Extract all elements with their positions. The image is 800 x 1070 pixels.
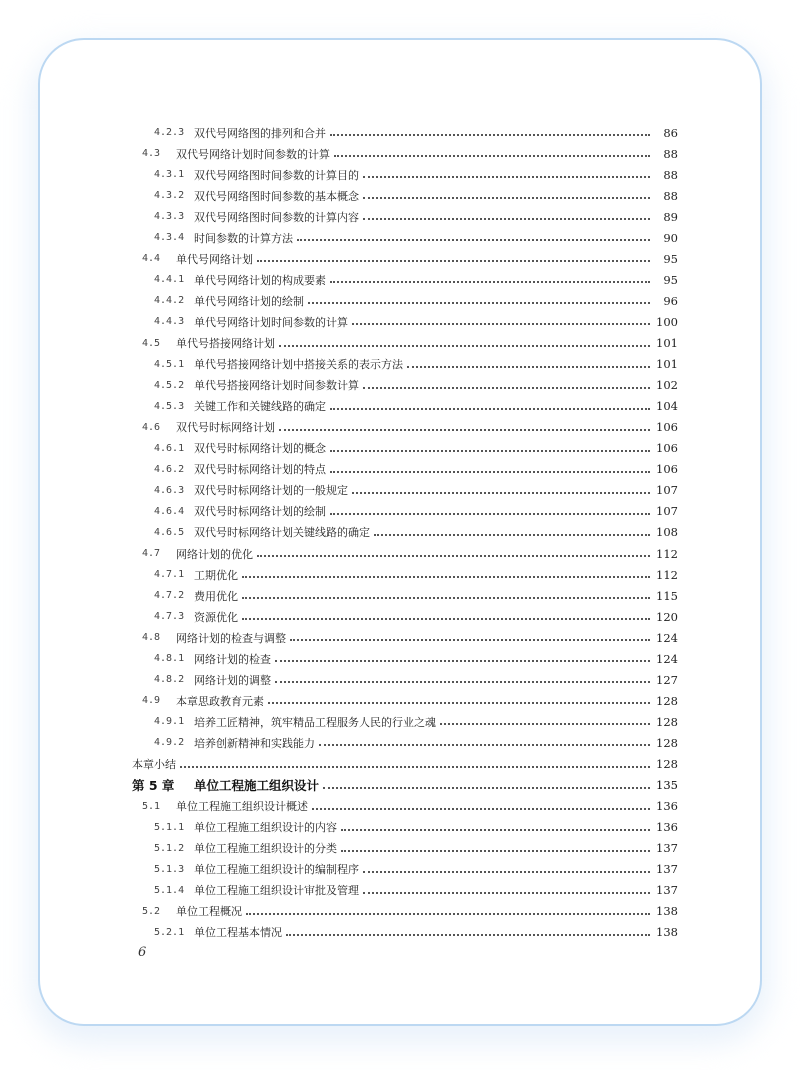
toc-entry-title: 网络计划的检查 [194, 652, 271, 666]
dot-leader [330, 133, 650, 136]
toc-entry[interactable] [132, 206, 678, 227]
toc-entry-number: 4.3.1 [154, 169, 185, 181]
toc-entry-number: 5.1.3 [154, 863, 185, 875]
toc-entry[interactable] [132, 122, 678, 143]
dot-leader [268, 701, 650, 704]
toc-entry-number: 4.7.1 [154, 569, 185, 581]
toc-entry-number: 5.1.1 [154, 821, 185, 833]
dot-leader [341, 849, 650, 852]
toc-entry-number: 5.2 [142, 905, 161, 917]
toc-entry-page: 127 [656, 672, 678, 687]
dot-leader [308, 301, 650, 304]
dot-leader [312, 807, 650, 810]
dot-leader [323, 786, 650, 789]
dot-leader [363, 891, 650, 894]
toc-entry-title: 网络计划的优化 [176, 547, 253, 561]
toc-entry[interactable] [132, 164, 678, 185]
toc-entry-number: 4.5.2 [154, 379, 185, 391]
toc-entry[interactable] [132, 269, 678, 290]
toc-entry-page: 137 [656, 862, 678, 877]
toc-entry-number: 4.4.2 [154, 295, 185, 307]
toc-entry-page: 104 [656, 399, 678, 414]
toc-entry-title: 工期优化 [194, 568, 238, 582]
toc-entry[interactable] [132, 459, 678, 480]
toc-entry[interactable] [132, 838, 678, 859]
toc-entry-number: 4.9.1 [154, 716, 185, 728]
toc-entry[interactable] [132, 417, 678, 438]
toc-entry-title: 单位工程施工组织设计 [194, 778, 320, 794]
toc-entry-page: 96 [663, 293, 678, 308]
toc-entry-number: 4.8.2 [154, 674, 185, 686]
toc-entry-title: 资源优化 [194, 610, 238, 624]
toc-entry-title: 网络计划的调整 [194, 673, 271, 687]
toc-entry-number: 4.8 [142, 632, 161, 644]
toc-entry-number: 5.1.4 [154, 884, 185, 896]
toc-entry-page: 137 [656, 883, 678, 898]
toc-entry-number: 4.5 [142, 337, 161, 349]
toc-entry-title: 双代号时标网络计划的绘制 [194, 505, 326, 519]
dot-leader [257, 259, 650, 262]
toc-entry[interactable] [132, 690, 678, 711]
toc-entry-page: 106 [656, 441, 678, 456]
dot-leader [352, 322, 650, 325]
toc-entry-number: 4.4.3 [154, 316, 185, 328]
dot-leader [242, 596, 650, 599]
toc-entry[interactable] [132, 585, 678, 606]
toc-entry-title: 双代号网络图时间参数的计算目的 [194, 168, 359, 182]
dot-leader [334, 154, 650, 157]
toc-entry[interactable] [132, 564, 678, 585]
toc-entry-number: 5.2.1 [154, 926, 185, 938]
toc-entry-number: 4.7.3 [154, 611, 185, 623]
toc-entry-number: 4.6.3 [154, 484, 185, 496]
toc-entry-page: 95 [663, 251, 678, 266]
toc-entry-page: 120 [656, 609, 678, 624]
toc-entry-number: 4.6 [142, 421, 161, 433]
toc-entry-title: 单代号网络计划的绘制 [194, 294, 304, 308]
toc-entry[interactable] [132, 354, 678, 375]
dot-leader [319, 743, 650, 746]
toc-entry[interactable] [132, 543, 678, 564]
toc-entry-page: 124 [656, 651, 678, 666]
toc-entry[interactable] [132, 227, 678, 248]
toc-entry-title: 本章思政教育元素 [176, 694, 264, 708]
dot-leader [275, 659, 650, 662]
toc-entry-title: 双代号时标网络计划 [176, 421, 275, 435]
dot-leader [330, 470, 650, 473]
dot-leader [279, 344, 650, 347]
toc-entry-number: 第 5 章 [132, 778, 175, 794]
toc-entry[interactable] [132, 396, 678, 417]
toc-entry-number: 5.1 [142, 800, 161, 812]
dot-leader [374, 533, 650, 536]
toc-entry[interactable] [132, 922, 678, 943]
toc-entry-number: 4.3.2 [154, 190, 185, 202]
toc-entry-title: 双代号网络计划时间参数的计算 [176, 147, 330, 161]
toc-entry-number: 4.6.1 [154, 442, 185, 454]
toc-entry-page: 101 [656, 357, 678, 372]
dot-leader [330, 407, 650, 410]
toc-entry-page: 137 [656, 841, 678, 856]
toc-entry[interactable] [132, 606, 678, 627]
toc-entry-title: 单代号网络计划时间参数的计算 [194, 315, 348, 329]
dot-leader [407, 365, 650, 368]
toc-entry-title: 本章小结 [132, 758, 176, 771]
dot-leader [363, 175, 650, 178]
toc-entry[interactable] [132, 333, 678, 354]
toc-entry-title: 双代号时标网络计划的特点 [194, 463, 326, 477]
toc-entry[interactable] [132, 375, 678, 396]
toc-entry-title: 双代号时标网络计划关键线路的确定 [194, 526, 370, 540]
toc-entry[interactable] [132, 880, 678, 901]
toc-entry-title: 网络计划的检查与调整 [176, 631, 286, 645]
toc-entry-number: 5.1.2 [154, 842, 185, 854]
toc-entry-title: 双代号网络图时间参数的基本概念 [194, 189, 359, 203]
toc-entry-title: 关键工作和关键线路的确定 [194, 400, 326, 414]
toc-entry[interactable] [132, 817, 678, 838]
toc-entry-page: 115 [656, 588, 678, 603]
toc-entry-page: 89 [663, 209, 678, 224]
toc-entry-number: 4.6.2 [154, 463, 185, 475]
toc-entry-title: 单位工程施工组织设计审批及管理 [194, 884, 359, 898]
dot-leader [363, 870, 650, 873]
toc-entry-page: 90 [663, 230, 678, 245]
toc-entry-title: 单位工程概况 [176, 905, 242, 919]
toc-entry-page: 107 [656, 483, 678, 498]
toc-entry[interactable] [132, 311, 678, 332]
toc-entry-number: 4.3.4 [154, 232, 185, 244]
dot-leader [242, 575, 650, 578]
toc-entry-number: 4.3 [142, 148, 161, 160]
toc-entry-title: 培养工匠精神，筑牢精品工程服务人民的行业之魂 [194, 715, 436, 729]
toc-entry[interactable] [132, 648, 678, 669]
page-number: 6 [138, 945, 147, 960]
toc-entry[interactable] [132, 290, 678, 311]
toc-entry-title: 时间参数的计算方法 [194, 231, 293, 245]
dot-leader [180, 765, 650, 768]
toc-entry-page: 128 [656, 757, 678, 771]
dot-leader [363, 217, 650, 220]
dot-leader [363, 196, 650, 199]
toc-entry-page: 102 [656, 378, 678, 393]
toc-entry-number: 4.8.1 [154, 653, 185, 665]
toc-entry-page: 106 [656, 420, 678, 435]
toc-entry-title: 单代号搭接网络计划 [176, 337, 275, 350]
toc-entry[interactable] [132, 627, 678, 648]
dot-leader [330, 512, 650, 515]
toc-entry-page: 106 [656, 462, 678, 477]
toc-entry[interactable] [132, 143, 678, 164]
toc-entry-title: 单位工程施工组织设计的分类 [194, 842, 337, 856]
toc-entry-page: 128 [656, 714, 678, 729]
toc-entry[interactable] [132, 754, 678, 775]
toc-entry-number: 4.6.5 [154, 526, 185, 538]
toc-entry-title: 单位工程施工组织设计的编制程序 [194, 863, 359, 877]
toc-entry-page: 112 [656, 567, 678, 582]
toc-entry-page: 107 [656, 504, 678, 519]
dot-leader [257, 554, 650, 557]
toc-entry[interactable] [132, 859, 678, 880]
toc-entry-number: 4.3.3 [154, 211, 185, 223]
toc-entry-title: 单代号网络计划 [176, 252, 253, 266]
toc-entry[interactable] [132, 248, 678, 269]
toc-entry-title: 双代号网络图的排列和合并 [194, 126, 326, 140]
toc-entry-number: 4.7.2 [154, 590, 185, 602]
toc-entry[interactable] [132, 711, 678, 732]
toc-entry-title: 培养创新精神和实践能力 [194, 736, 315, 750]
toc-entry-page: 95 [663, 272, 678, 287]
toc-entry-page: 138 [656, 925, 678, 940]
toc-entry[interactable] [132, 732, 678, 753]
toc-entry-title: 单代号搭接网络计划时间参数计算 [194, 379, 359, 393]
toc-entry-number: 4.2.3 [154, 127, 185, 138]
dot-leader [279, 428, 650, 431]
toc-entry-page: 86 [663, 125, 678, 140]
toc-entry-number: 4.4.1 [154, 274, 185, 286]
toc-entry-number: 4.6.4 [154, 505, 185, 517]
toc-entry-page: 88 [663, 167, 678, 182]
dot-leader [440, 722, 650, 725]
toc-entry-page: 128 [656, 735, 678, 750]
toc-entry-title: 双代号时标网络计划的一般规定 [194, 484, 348, 498]
toc-entry[interactable] [132, 501, 678, 522]
toc-entry-page: 88 [663, 188, 678, 203]
dot-leader [363, 386, 650, 389]
toc-entry[interactable] [132, 522, 678, 543]
toc-entry-title: 双代号时标网络计划的概念 [194, 442, 326, 456]
toc-entry-number: 4.9 [142, 695, 161, 707]
toc-entry-title: 单代号搭接网络计划中搭接关系的表示方法 [194, 358, 403, 372]
toc-entry-page: 128 [656, 693, 678, 708]
dot-leader [330, 280, 650, 283]
toc-entry-page: 112 [656, 546, 678, 561]
toc-entry-page: 135 [656, 778, 678, 793]
toc-entry-number: 4.7 [142, 548, 161, 559]
toc-entry-number: 4.4 [142, 253, 161, 265]
dot-leader [286, 933, 650, 936]
toc-entry-page: 101 [656, 336, 678, 350]
toc-entry[interactable] [132, 796, 678, 817]
dot-leader [246, 912, 650, 915]
toc-entry-page: 88 [663, 146, 678, 161]
toc-entry-title: 单位工程基本情况 [194, 926, 282, 940]
toc-entry[interactable] [132, 901, 678, 922]
toc-entry-title: 单位工程施工组织设计概述 [176, 800, 308, 814]
toc-chapter-entry[interactable] [132, 775, 678, 796]
toc-entry-title: 费用优化 [194, 589, 238, 603]
toc-entry-title: 双代号网络图时间参数的计算内容 [194, 210, 359, 224]
toc-entry-number: 4.9.2 [154, 737, 185, 749]
toc-entry-number: 4.5.3 [154, 400, 185, 412]
toc-entry-page: 136 [656, 799, 678, 814]
toc-entry-page: 108 [656, 525, 678, 540]
dot-leader [242, 617, 650, 620]
toc-entry-page: 100 [656, 314, 678, 329]
dot-leader [352, 491, 650, 494]
toc-entry-page: 136 [656, 820, 678, 835]
toc-entry[interactable] [132, 480, 678, 501]
dot-leader [290, 638, 650, 641]
dot-leader [275, 680, 650, 683]
toc-entry-page: 138 [656, 904, 678, 919]
toc-entry-title: 单代号网络计划的构成要素 [194, 273, 326, 287]
dot-leader [297, 238, 650, 241]
toc-entry[interactable] [132, 185, 678, 206]
toc-entry[interactable] [132, 669, 678, 690]
toc-entry[interactable] [132, 438, 678, 459]
dot-leader [341, 828, 650, 831]
toc-entry-page: 124 [656, 630, 678, 645]
toc-entry-title: 单位工程施工组织设计的内容 [194, 821, 337, 835]
dot-leader [330, 449, 650, 452]
toc-entry-number: 4.5.1 [154, 358, 185, 370]
